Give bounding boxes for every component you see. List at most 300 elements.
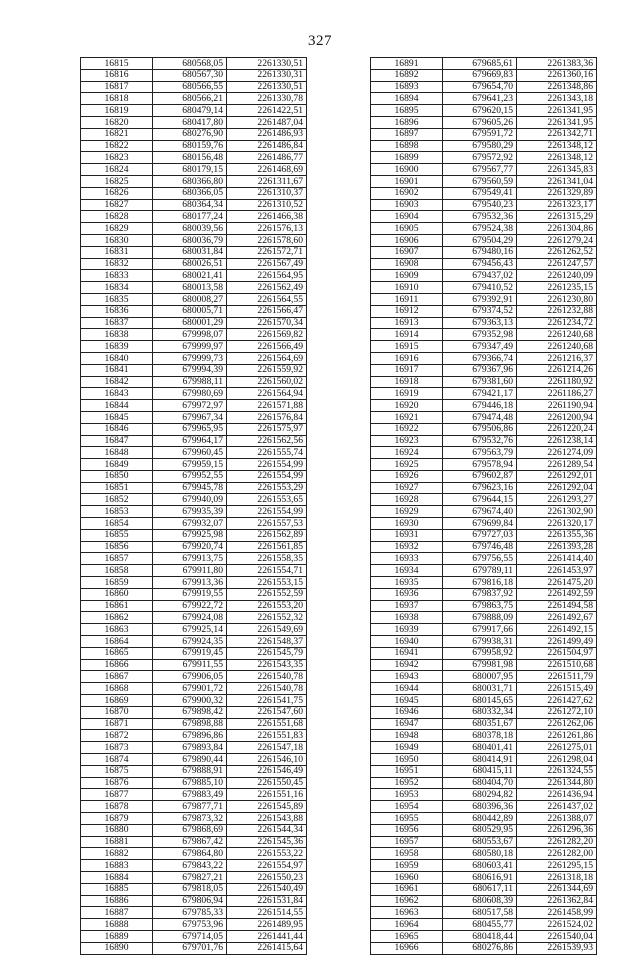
y-coordinate-cell: 2261341,95: [517, 105, 597, 117]
x-coordinate-cell: 679967,34: [153, 411, 227, 423]
y-coordinate-cell: 2261561,85: [227, 541, 307, 553]
x-coordinate-cell: 680364,34: [153, 199, 227, 211]
x-coordinate-cell: 679888,91: [153, 765, 227, 777]
point-number-cell: 16872: [81, 730, 153, 742]
y-coordinate-cell: 2261553,15: [227, 577, 307, 589]
x-coordinate-cell: 680401,41: [443, 742, 517, 754]
x-coordinate-cell: 679727,03: [443, 529, 517, 541]
y-coordinate-cell: 2261186,27: [517, 388, 597, 400]
y-coordinate-cell: 2261564,95: [227, 270, 307, 282]
table-row: [371, 612, 597, 624]
table-row: [371, 789, 597, 801]
x-coordinate-cell: 679958,92: [443, 647, 517, 659]
table-row: [81, 105, 307, 117]
point-number-cell: 16867: [81, 671, 153, 683]
y-coordinate-cell: 2261344,80: [517, 777, 597, 789]
point-number-cell: 16918: [371, 376, 443, 388]
point-number-cell: 16864: [81, 636, 153, 648]
point-number-cell: 16930: [371, 518, 443, 530]
point-number-cell: 16817: [81, 81, 153, 93]
point-number-cell: 16913: [371, 317, 443, 329]
y-coordinate-cell: 2261348,12: [517, 140, 597, 152]
x-coordinate-cell: 680177,24: [153, 211, 227, 223]
x-coordinate-cell: 679890,44: [153, 754, 227, 766]
point-number-cell: 16862: [81, 612, 153, 624]
point-number-cell: 16932: [371, 541, 443, 553]
table-row: [81, 494, 307, 506]
x-coordinate-cell: 679898,88: [153, 718, 227, 730]
y-coordinate-cell: 2261275,01: [517, 742, 597, 754]
table-row: [371, 400, 597, 412]
point-number-cell: 16914: [371, 329, 443, 341]
x-coordinate-cell: 679901,72: [153, 683, 227, 695]
point-number-cell: 16966: [371, 942, 443, 954]
table-row: [371, 234, 597, 246]
y-coordinate-cell: 2261355,36: [517, 529, 597, 541]
point-number-cell: 16955: [371, 813, 443, 825]
point-number-cell: 16878: [81, 801, 153, 813]
table-row: [371, 69, 597, 81]
page-number: 327: [308, 33, 332, 49]
x-coordinate-cell: 679999,97: [153, 341, 227, 353]
table-row: [81, 695, 307, 707]
table-row: [371, 836, 597, 848]
table-row: [81, 706, 307, 718]
x-coordinate-cell: 680145,65: [443, 695, 517, 707]
x-coordinate-cell: 680608,39: [443, 895, 517, 907]
x-coordinate-cell: 679994,39: [153, 364, 227, 376]
x-coordinate-cell: 679602,87: [443, 470, 517, 482]
point-number-cell: 16838: [81, 329, 153, 341]
x-coordinate-cell: 679964,17: [153, 435, 227, 447]
y-coordinate-cell: 2261234,72: [517, 317, 597, 329]
table-row: [371, 187, 597, 199]
table-row: [81, 813, 307, 825]
x-coordinate-cell: 680567,30: [153, 69, 227, 81]
table-row: [81, 246, 307, 258]
table-row: [371, 754, 597, 766]
table-row: [371, 624, 597, 636]
table-row: [371, 777, 597, 789]
y-coordinate-cell: 2261330,51: [227, 81, 307, 93]
x-coordinate-cell: 679900,32: [153, 695, 227, 707]
point-number-cell: 16902: [371, 187, 443, 199]
table-row: [81, 565, 307, 577]
y-coordinate-cell: 2261279,24: [517, 234, 597, 246]
point-number-cell: 16855: [81, 529, 153, 541]
x-coordinate-cell: 679863,75: [443, 600, 517, 612]
y-coordinate-cell: 2261575,97: [227, 423, 307, 435]
point-number-cell: 16827: [81, 199, 153, 211]
x-coordinate-cell: 680580,18: [443, 848, 517, 860]
x-coordinate-cell: 679532,36: [443, 211, 517, 223]
y-coordinate-cell: 2261546,49: [227, 765, 307, 777]
y-coordinate-cell: 2261576,84: [227, 411, 307, 423]
table-row: [371, 518, 597, 530]
table-row: [371, 671, 597, 683]
x-coordinate-cell: 680021,41: [153, 270, 227, 282]
table-row: [371, 730, 597, 742]
table-row: [371, 895, 597, 907]
point-number-cell: 16854: [81, 518, 153, 530]
x-coordinate-cell: 680031,84: [153, 246, 227, 258]
table-row: [81, 718, 307, 730]
y-coordinate-cell: 2261341,95: [517, 116, 597, 128]
x-coordinate-cell: 679893,84: [153, 742, 227, 754]
y-coordinate-cell: 2261262,52: [517, 246, 597, 258]
table-row: [81, 765, 307, 777]
table-row: [81, 258, 307, 270]
x-coordinate-cell: 680366,80: [153, 175, 227, 187]
point-number-cell: 16861: [81, 600, 153, 612]
point-number-cell: 16851: [81, 482, 153, 494]
table-row: [371, 258, 597, 270]
x-coordinate-cell: 680007,95: [443, 671, 517, 683]
y-coordinate-cell: 2261547,60: [227, 706, 307, 718]
table-row: [371, 305, 597, 317]
table-row: [81, 400, 307, 412]
point-number-cell: 16963: [371, 907, 443, 919]
y-coordinate-cell: 2261393,28: [517, 541, 597, 553]
table-row: [81, 223, 307, 235]
x-coordinate-cell: 679935,39: [153, 506, 227, 518]
table-row: [81, 376, 307, 388]
point-number-cell: 16868: [81, 683, 153, 695]
point-number-cell: 16921: [371, 411, 443, 423]
point-number-cell: 16912: [371, 305, 443, 317]
table-row: [81, 270, 307, 282]
x-coordinate-cell: 680179,15: [153, 164, 227, 176]
x-coordinate-cell: 680276,86: [443, 942, 517, 954]
table-row: [81, 317, 307, 329]
x-coordinate-cell: 679877,71: [153, 801, 227, 813]
point-number-cell: 16894: [371, 93, 443, 105]
x-coordinate-cell: 679363,13: [443, 317, 517, 329]
y-coordinate-cell: 2261524,02: [517, 919, 597, 931]
point-number-cell: 16889: [81, 930, 153, 942]
x-coordinate-cell: 680013,58: [153, 282, 227, 294]
point-number-cell: 16888: [81, 919, 153, 931]
table-row: [81, 305, 307, 317]
table-row: [371, 435, 597, 447]
point-number-cell: 16926: [371, 470, 443, 482]
point-number-cell: 16958: [371, 848, 443, 860]
x-coordinate-cell: 680617,11: [443, 883, 517, 895]
point-number-cell: 16885: [81, 883, 153, 895]
x-coordinate-cell: 680005,71: [153, 305, 227, 317]
x-coordinate-cell: 679560,59: [443, 175, 517, 187]
point-number-cell: 16823: [81, 152, 153, 164]
point-number-cell: 16903: [371, 199, 443, 211]
point-number-cell: 16957: [371, 836, 443, 848]
point-number-cell: 16919: [371, 388, 443, 400]
x-coordinate-cell: 680517,58: [443, 907, 517, 919]
x-coordinate-cell: 679578,94: [443, 459, 517, 471]
x-coordinate-cell: 680294,82: [443, 789, 517, 801]
table-row: [81, 81, 307, 93]
table-row: [81, 282, 307, 294]
point-number-cell: 16836: [81, 305, 153, 317]
y-coordinate-cell: 2261220,24: [517, 423, 597, 435]
y-coordinate-cell: 2261552,32: [227, 612, 307, 624]
table-row: [371, 529, 597, 541]
y-coordinate-cell: 2261230,80: [517, 293, 597, 305]
x-coordinate-cell: 680351,67: [443, 718, 517, 730]
y-coordinate-cell: 2261566,47: [227, 305, 307, 317]
y-coordinate-cell: 2261554,99: [227, 459, 307, 471]
table-row: [371, 376, 597, 388]
y-coordinate-cell: 2261552,59: [227, 588, 307, 600]
y-coordinate-cell: 2261330,51: [227, 58, 307, 70]
x-coordinate-cell: 679644,15: [443, 494, 517, 506]
x-coordinate-cell: 679981,98: [443, 659, 517, 671]
y-coordinate-cell: 2261511,79: [517, 671, 597, 683]
x-coordinate-cell: 679906,05: [153, 671, 227, 683]
table-row: [81, 801, 307, 813]
y-coordinate-cell: 2261545,79: [227, 647, 307, 659]
point-number-cell: 16904: [371, 211, 443, 223]
table-row: [371, 470, 597, 482]
point-number-cell: 16829: [81, 223, 153, 235]
y-coordinate-cell: 2261571,88: [227, 400, 307, 412]
point-number-cell: 16946: [371, 706, 443, 718]
table-row: [81, 883, 307, 895]
table-row: [371, 223, 597, 235]
point-number-cell: 16938: [371, 612, 443, 624]
point-number-cell: 16850: [81, 470, 153, 482]
y-coordinate-cell: 2261383,36: [517, 58, 597, 70]
point-number-cell: 16866: [81, 659, 153, 671]
x-coordinate-cell: 679572,92: [443, 152, 517, 164]
point-number-cell: 16883: [81, 860, 153, 872]
x-coordinate-cell: 679789,11: [443, 565, 517, 577]
x-coordinate-cell: 679532,76: [443, 435, 517, 447]
point-number-cell: 16956: [371, 824, 443, 836]
point-number-cell: 16960: [371, 871, 443, 883]
table-row: [371, 282, 597, 294]
y-coordinate-cell: 2261514,55: [227, 907, 307, 919]
y-coordinate-cell: 2261274,09: [517, 447, 597, 459]
x-coordinate-cell: 679919,55: [153, 588, 227, 600]
table-row: [81, 506, 307, 518]
table-row: [81, 600, 307, 612]
x-coordinate-cell: 679753,96: [153, 919, 227, 931]
table-row: [81, 824, 307, 836]
table-row: [81, 482, 307, 494]
point-number-cell: 16906: [371, 234, 443, 246]
y-coordinate-cell: 2261240,09: [517, 270, 597, 282]
point-number-cell: 16892: [371, 69, 443, 81]
table-row: [371, 364, 597, 376]
y-coordinate-cell: 2261554,97: [227, 860, 307, 872]
table-row: [81, 683, 307, 695]
point-number-cell: 16935: [371, 577, 443, 589]
x-coordinate-cell: 680396,36: [443, 801, 517, 813]
x-coordinate-cell: 679827,21: [153, 871, 227, 883]
point-number-cell: 16880: [81, 824, 153, 836]
table-row: [81, 152, 307, 164]
table-row: [81, 659, 307, 671]
table-row: [371, 116, 597, 128]
point-number-cell: 16834: [81, 282, 153, 294]
point-number-cell: 16896: [371, 116, 443, 128]
x-coordinate-cell: 679864,80: [153, 848, 227, 860]
y-coordinate-cell: 2261569,82: [227, 329, 307, 341]
point-number-cell: 16840: [81, 352, 153, 364]
table-row: [81, 636, 307, 648]
x-coordinate-cell: 679965,95: [153, 423, 227, 435]
x-coordinate-cell: 679924,35: [153, 636, 227, 648]
x-coordinate-cell: 680276,90: [153, 128, 227, 140]
x-coordinate-cell: 679669,83: [443, 69, 517, 81]
x-coordinate-cell: 679932,07: [153, 518, 227, 530]
point-number-cell: 16925: [371, 459, 443, 471]
x-coordinate-cell: 679911,55: [153, 659, 227, 671]
point-number-cell: 16859: [81, 577, 153, 589]
point-number-cell: 16959: [371, 860, 443, 872]
point-number-cell: 16849: [81, 459, 153, 471]
y-coordinate-cell: 2261345,83: [517, 164, 597, 176]
table-row: [81, 754, 307, 766]
x-coordinate-cell: 679873,32: [153, 813, 227, 825]
point-number-cell: 16821: [81, 128, 153, 140]
table-row: [371, 919, 597, 931]
table-row: [371, 152, 597, 164]
point-number-cell: 16825: [81, 175, 153, 187]
table-row: [371, 577, 597, 589]
point-number-cell: 16816: [81, 69, 153, 81]
x-coordinate-cell: 680008,27: [153, 293, 227, 305]
y-coordinate-cell: 2261343,18: [517, 93, 597, 105]
point-number-cell: 16917: [371, 364, 443, 376]
x-coordinate-cell: 679374,52: [443, 305, 517, 317]
y-coordinate-cell: 2261553,65: [227, 494, 307, 506]
point-number-cell: 16831: [81, 246, 153, 258]
y-coordinate-cell: 2261348,12: [517, 152, 597, 164]
y-coordinate-cell: 2261540,78: [227, 671, 307, 683]
x-coordinate-cell: 679940,09: [153, 494, 227, 506]
table-row: [81, 588, 307, 600]
y-coordinate-cell: 2261293,27: [517, 494, 597, 506]
x-coordinate-cell: 680479,14: [153, 105, 227, 117]
y-coordinate-cell: 2261458,99: [517, 907, 597, 919]
x-coordinate-cell: 679714,05: [153, 930, 227, 942]
y-coordinate-cell: 2261362,84: [517, 895, 597, 907]
x-coordinate-cell: 679988,11: [153, 376, 227, 388]
table-row: [371, 588, 597, 600]
table-row: [371, 246, 597, 258]
y-coordinate-cell: 2261310,37: [227, 187, 307, 199]
x-coordinate-cell: 679924,08: [153, 612, 227, 624]
y-coordinate-cell: 2261344,69: [517, 883, 597, 895]
y-coordinate-cell: 2261543,35: [227, 659, 307, 671]
table-row: [371, 93, 597, 105]
x-coordinate-cell: 680553,67: [443, 836, 517, 848]
x-coordinate-cell: 679883,49: [153, 789, 227, 801]
x-coordinate-cell: 679446,18: [443, 400, 517, 412]
x-coordinate-cell: 679591,72: [443, 128, 517, 140]
point-number-cell: 16815: [81, 58, 153, 70]
y-coordinate-cell: 2261551,83: [227, 730, 307, 742]
y-coordinate-cell: 2261553,20: [227, 600, 307, 612]
y-coordinate-cell: 2261540,78: [227, 683, 307, 695]
y-coordinate-cell: 2261437,02: [517, 801, 597, 813]
x-coordinate-cell: 679506,86: [443, 423, 517, 435]
table-row: [371, 718, 597, 730]
y-coordinate-cell: 2261415,64: [227, 942, 307, 954]
x-coordinate-cell: 679367,96: [443, 364, 517, 376]
point-number-cell: 16907: [371, 246, 443, 258]
table-row: [81, 175, 307, 187]
table-row: [371, 459, 597, 471]
y-coordinate-cell: 2261330,78: [227, 93, 307, 105]
table-row: [81, 411, 307, 423]
point-number-cell: 16853: [81, 506, 153, 518]
x-coordinate-cell: 680366,05: [153, 187, 227, 199]
x-coordinate-cell: 680031,71: [443, 683, 517, 695]
point-number-cell: 16835: [81, 293, 153, 305]
table-row: [371, 742, 597, 754]
point-number-cell: 16898: [371, 140, 443, 152]
y-coordinate-cell: 2261292,04: [517, 482, 597, 494]
x-coordinate-cell: 679746,48: [443, 541, 517, 553]
y-coordinate-cell: 2261567,49: [227, 258, 307, 270]
table-row: [81, 647, 307, 659]
y-coordinate-cell: 2261422,51: [227, 105, 307, 117]
y-coordinate-cell: 2261295,15: [517, 860, 597, 872]
x-coordinate-cell: 679699,84: [443, 518, 517, 530]
y-coordinate-cell: 2261553,29: [227, 482, 307, 494]
table-row: [81, 836, 307, 848]
point-number-cell: 16884: [81, 871, 153, 883]
y-coordinate-cell: 2261560,02: [227, 376, 307, 388]
y-coordinate-cell: 2261486,84: [227, 140, 307, 152]
x-coordinate-cell: 680404,70: [443, 777, 517, 789]
point-number-cell: 16939: [371, 624, 443, 636]
table-row: [371, 706, 597, 718]
y-coordinate-cell: 2261315,29: [517, 211, 597, 223]
y-coordinate-cell: 2261551,16: [227, 789, 307, 801]
table-row: [371, 199, 597, 211]
y-coordinate-cell: 2261214,26: [517, 364, 597, 376]
table-row: [81, 789, 307, 801]
y-coordinate-cell: 2261546,10: [227, 754, 307, 766]
y-coordinate-cell: 2261564,55: [227, 293, 307, 305]
x-coordinate-cell: 679868,69: [153, 824, 227, 836]
point-number-cell: 16877: [81, 789, 153, 801]
y-coordinate-cell: 2261548,37: [227, 636, 307, 648]
x-coordinate-cell: 679922,72: [153, 600, 227, 612]
y-coordinate-cell: 2261232,88: [517, 305, 597, 317]
table-row: [81, 730, 307, 742]
y-coordinate-cell: 2261570,34: [227, 317, 307, 329]
x-coordinate-cell: 679480,16: [443, 246, 517, 258]
table-row: [81, 388, 307, 400]
table-row: [371, 860, 597, 872]
x-coordinate-cell: 679605,26: [443, 116, 517, 128]
table-row: [81, 459, 307, 471]
y-coordinate-cell: 2261302,90: [517, 506, 597, 518]
y-coordinate-cell: 2261289,54: [517, 459, 597, 471]
point-number-cell: 16964: [371, 919, 443, 931]
y-coordinate-cell: 2261329,89: [517, 187, 597, 199]
point-number-cell: 16830: [81, 234, 153, 246]
coordinates-table-left: [80, 57, 307, 955]
y-coordinate-cell: 2261261,86: [517, 730, 597, 742]
y-coordinate-cell: 2261320,17: [517, 518, 597, 530]
y-coordinate-cell: 2261282,00: [517, 848, 597, 860]
y-coordinate-cell: 2261557,53: [227, 518, 307, 530]
